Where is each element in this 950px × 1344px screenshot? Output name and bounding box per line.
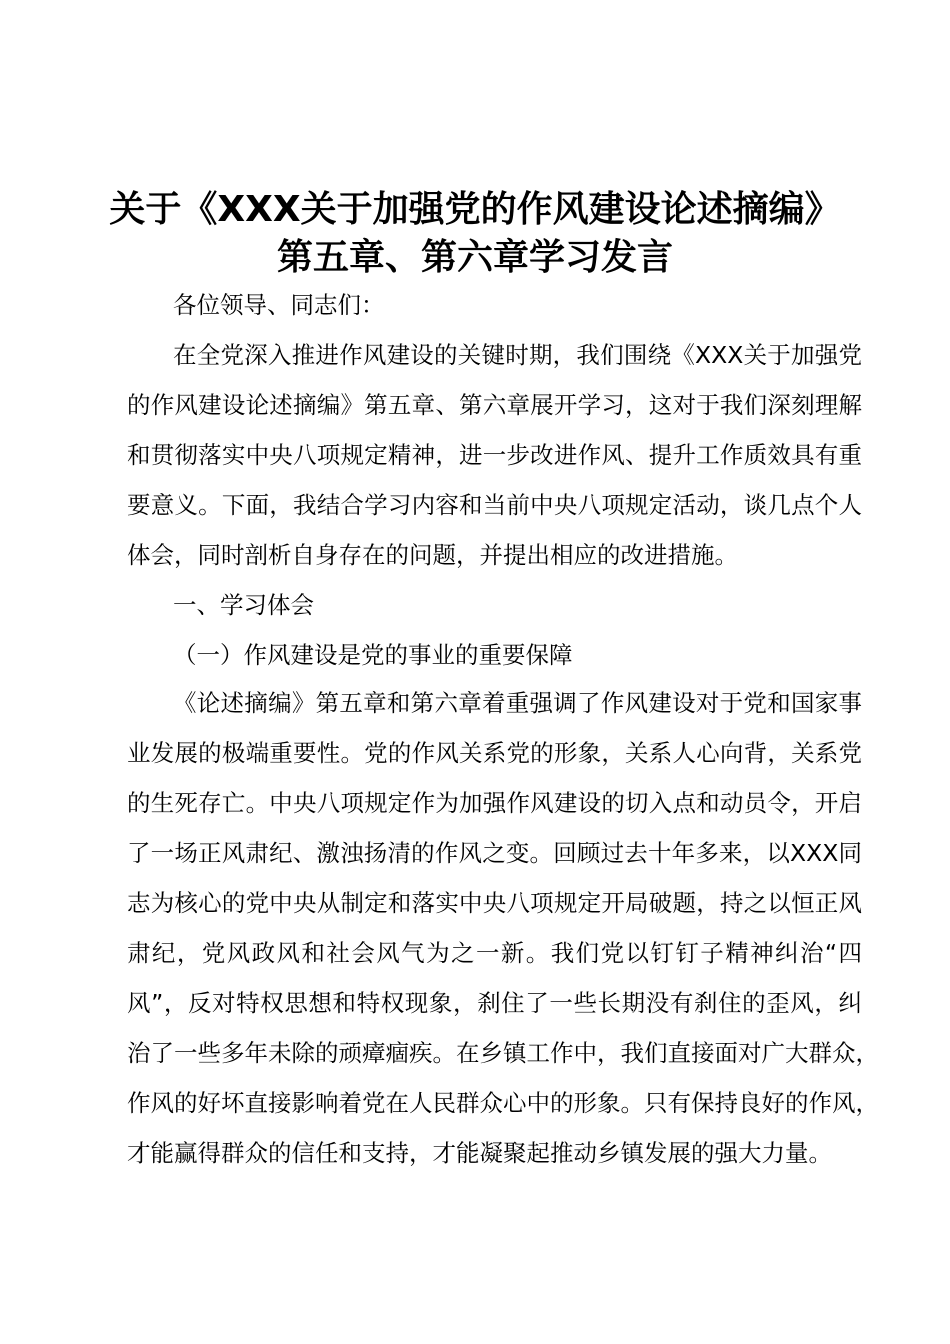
salutation: 各位领导、同志们： (173, 291, 385, 319)
paragraph-1-line: 体会，同时剖析自身存在的问题，并提出相应的改进措施。 (127, 541, 738, 569)
document-title-line-1: 关于《XXX关于加强党的作风建设论述摘编》 (109, 189, 841, 230)
paragraph-2-line: 志为核心的党中央从制定和落实中央八项规定开局破题，持之以恒正风 (127, 889, 862, 917)
paragraph-2-line: 的生死存亡。中央八项规定作为加强作风建设的切入点和动员令，开启 (127, 789, 862, 817)
paragraph-1-line: 和贯彻落实中央八项规定精神，进一步改进作风、提升工作质效具有重 (127, 441, 862, 469)
paragraph-2-line: 肃纪，党风政风和社会风气为之一新。我们党以钉钉子精神纠治“四 (127, 939, 862, 967)
subsection-heading: （一）作风建设是党的事业的重要保障 (173, 641, 573, 669)
document-title-line-2: 第五章、第六章学习发言 (276, 237, 673, 278)
paragraph-2-line: 作风的好坏直接影响着党在人民群众心中的形象。只有保持良好的作风， (127, 1089, 879, 1117)
paragraph-2-line: 才能赢得群众的信任和支持，才能凝聚起推动乡镇发展的强大力量。 (127, 1139, 832, 1167)
paragraph-2-line: 业发展的极端重要性。党的作风关系党的形象，关系人心向背，关系党 (127, 739, 862, 767)
paragraph-2-line: 治了一些多年未除的顽瘴痼疾。在乡镇工作中，我们直接面对广大群众， (127, 1039, 879, 1067)
section-heading: 一、学习体会 (173, 591, 314, 619)
paragraph-2-line: 了一场正风肃纪、激浊扬清的作风之变。回顾过去十年多来，以XXX同 (127, 839, 862, 867)
paragraph-1-line: 在全党深入推进作风建设的关键时期，我们围绕《XXX关于加强党 (173, 341, 862, 369)
paragraph-2-line: 风”，反对特权思想和特权现象，刹住了一些长期没有刹住的歪风，纠 (127, 989, 862, 1017)
paragraph-2-line: 《论述摘编》第五章和第六章着重强调了作风建设对于党和国家事 (173, 689, 862, 717)
paragraph-1-line: 的作风建设论述摘编》第五章、第六章展开学习，这对于我们深刻理解 (127, 391, 862, 419)
paragraph-1-line: 要意义。下面，我结合学习内容和当前中央八项规定活动，谈几点个人 (127, 491, 862, 519)
